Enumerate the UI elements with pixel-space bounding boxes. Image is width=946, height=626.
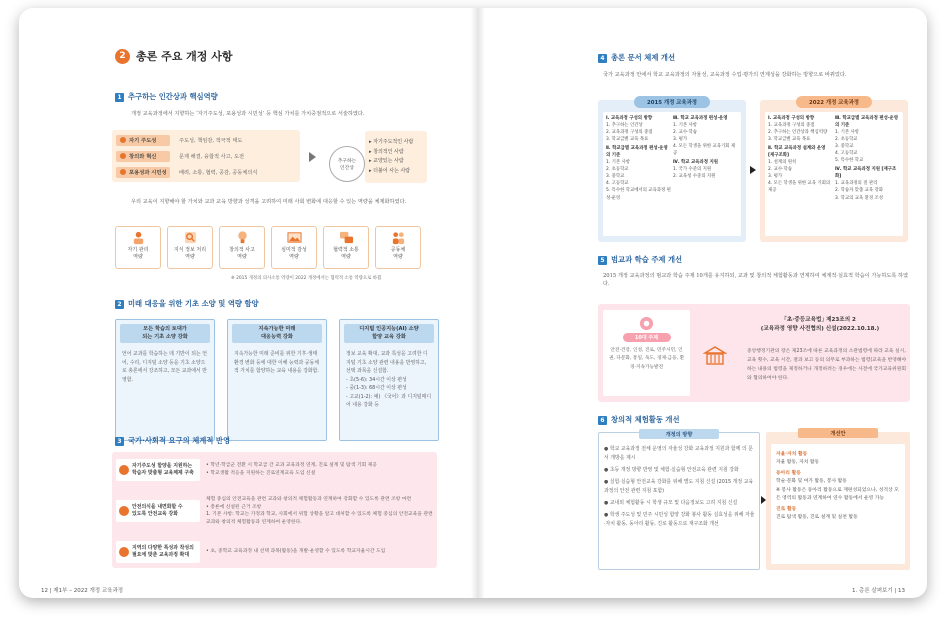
- ideal-item: 교양있는 사람: [373, 158, 404, 164]
- group-icon: [120, 169, 126, 175]
- icon-label-sub: 역량: [341, 254, 351, 260]
- theme-card: [603, 310, 690, 396]
- ideal-item: 더불어 사는 사람: [373, 167, 411, 174]
- improvement-body: 자율 활동, 자치 활동: [776, 460, 820, 466]
- section-5-text: 2015 개정 교육과정의 범교과 학습 주제 10개를 유지하되, 교과 및 창의적 체험활동과 연계하여 체계적·실효적 학습이 가능하도록 하였다.: [603, 273, 909, 288]
- icon-card-self-management: [115, 226, 161, 269]
- list-item: 2. 추구하는 인간상과 핵심역량: [768, 130, 828, 136]
- digital-ai-box: [339, 319, 439, 441]
- list-item: 3. 중학교: [606, 174, 625, 180]
- section-2-number: 2: [115, 300, 124, 309]
- icon-label: 심미적 감성: [281, 247, 307, 253]
- competency-label: 포용성과 시민성: [129, 170, 167, 176]
- direction-box: [598, 432, 760, 570]
- ideal-item: 자기주도적인 사람: [373, 139, 414, 145]
- icon-label: 협력적 소통: [333, 247, 359, 253]
- section-1-number: 1: [115, 93, 124, 102]
- box-head-line2: 대응능력 강화: [261, 333, 293, 340]
- icon-label-sub: 역량: [393, 254, 403, 260]
- social-needs-box: [112, 452, 437, 568]
- icon-label-sub: 역량: [185, 254, 195, 260]
- competency-label: 자기 주도성: [129, 138, 157, 144]
- improvement-title: 자율·자치 활동: [776, 452, 808, 457]
- panel-2022-tag: 2022 개정 교육과정: [796, 96, 872, 108]
- competency-icon-row: [115, 226, 421, 269]
- competency-label: 창의와 혁신: [129, 154, 157, 160]
- ideal-person-box: ▸ 자기주도적인 사람 ▸ 창의적인 사람 ▸ 교양있는 사람 ▸ 더불어 사는 사람: [365, 131, 427, 183]
- row-label-line1: 지역의 다양한 특성과 작성의: [132, 544, 194, 551]
- box-item: - 초(5-6): 34시간 이상 편성: [346, 376, 407, 383]
- group-title: Ⅱ. 학교 교육과정 설계와 운영 [재구조화]: [768, 146, 826, 159]
- row-desc: • 초, 중학교 교육과정 내 선택 과목(활동)을 개발·운영할 수 있도록 학교자율시간 도입: [206, 549, 386, 555]
- row-desc: • 학년·학급군 전환 시 학교급 간 교과 교육과정 연계, 진로 설계 및 탐색 기회 제공 • 학교생활 적응을 지원하는 진로연계교육 도입 신설: [206, 463, 377, 476]
- box-head-line2: 되는 기초 소양 강화: [142, 333, 188, 340]
- direction-tag: 개정의 방향: [639, 429, 719, 439]
- section-3-heading: [115, 436, 230, 446]
- row-label-line2: 있도록 안전교육 강화: [132, 511, 178, 518]
- box-body: 정보 교육 확대, 교과 특성을 고려한 디지털 기초 소양 관련 내용을 반영하고, 선택 과목을 신설함.: [346, 351, 428, 375]
- left-footer: 12 | 제1부 – 2022 개정 교육과정: [41, 588, 124, 594]
- competency-desc: 주도성, 책임감, 적극적 태도: [179, 137, 243, 144]
- section-3-number: 3: [115, 437, 124, 446]
- list-item: 3. 중학교: [835, 144, 854, 150]
- icon-label-sub: 역량: [237, 254, 247, 260]
- list-item: 1. 설계의 원칙: [768, 160, 797, 166]
- lightbulb-icon: [235, 230, 250, 245]
- row-desc: 체험 중심의 안전교육을 관련 교과와 창의적 체험활동과 연계하여 강화할 수 있도록 관련 조항 마련 • 총론에 신설된 근거 조항 1. 기본 사항: 학교는 가정과 학교, 사회에서 위험 상황을 알고 대처할 수 있도록 체험 중심의 안전교육을 관련 교과와 창의적 체험활동과 연계하여 운영한다.: [206, 497, 433, 526]
- list-item: 1. 기본 사항: [606, 160, 630, 166]
- direction-item: ● 교내외 체험활동 시 학생 규모 및 다음정보도 고려 지침 신설: [604, 500, 738, 507]
- section-1-heading: [115, 92, 218, 102]
- law-title: [735, 316, 905, 334]
- list-item: 5. 특수한 학교에서의 교육과정 편성·운영: [606, 188, 671, 201]
- competency-row: [116, 134, 242, 146]
- magnifier-icon: [183, 230, 198, 245]
- section-3-title: 국가·사회적 요구의 체계적 반영: [128, 436, 231, 445]
- book-spine: [471, 8, 485, 598]
- group-title: Ⅲ. 학교 교육과정 편성·운영: [673, 116, 728, 121]
- book-spread: [19, 8, 927, 598]
- list-item: 5. 특수한 학교: [835, 158, 864, 164]
- ideal-item: 창의적인 사람: [373, 148, 404, 155]
- theme-pill: 10대 주제: [623, 333, 671, 342]
- arrow-right-icon: [309, 152, 316, 162]
- list-item: 2. 초등학교: [606, 167, 629, 173]
- picture-icon: [287, 230, 302, 245]
- list-item: 2. 학습자 맞춤 교육 강화: [835, 188, 883, 194]
- list-item: 2. 교수·학습: [673, 130, 697, 136]
- icon-card-community: [375, 226, 421, 269]
- row-label-line2: 필요에 맞춘 교육과정 확대: [132, 552, 190, 558]
- self-management-icon: [131, 230, 146, 245]
- competency-desc: 문제 해결, 융합적 사고, 도전: [179, 153, 245, 160]
- list-item: 3. 평가: [768, 174, 783, 180]
- section-5-number: 5: [598, 256, 607, 265]
- section-2-heading: [115, 299, 259, 309]
- human-label-line2: 인간상: [340, 166, 354, 171]
- box-head-line1: 디지털 인공지능(AI) 소양: [359, 325, 419, 332]
- improvement-box: [766, 432, 910, 570]
- section-6-title: 창의적 체험활동 개선: [611, 415, 680, 424]
- section-1-footnote: ※ 2015 개정의 의사소통 역량이 2022 개정에서는 협력적 소통 역량으로 바뀜: [231, 276, 382, 281]
- competency-row: [116, 150, 244, 162]
- competency-desc: 배려, 소통, 협력, 공감, 공동체의식: [179, 169, 258, 176]
- direction-item: ● 초등 개정 방향 반영 및 체험·실습형 안전교육 관련 지침 강화: [604, 467, 739, 474]
- list-item: 2. 교육청 수준의 지원: [673, 174, 716, 180]
- group-title: Ⅳ. 학교 교육과정 지원 [재구조화]: [835, 167, 897, 180]
- main-heading: [115, 48, 233, 64]
- box-item: - 중(1-3): 68시간 이상 편성: [346, 385, 407, 392]
- student-icon: [119, 465, 129, 475]
- list-item: 1. 기본 사항: [673, 123, 697, 129]
- left-page: [19, 8, 471, 598]
- law-text: 중앙행정기관의 장은 제23조에 따른 교육과정의 소관법령에 따라 교육 실시, 교육 횟수, 교육 시간, 결과 보고 등의 의무로 부과하는 법령(교육을 반영해야 하는 내용의 법령을 제정하거나 개정하려는 경우에는 사전에 국가교육위원회와 협의하여야 한다.: [747, 349, 907, 381]
- improvement-tag: 개선안: [798, 428, 878, 438]
- section-5-heading: [598, 255, 682, 265]
- theme-list: 안전·건강, 인성, 진로, 민주시민, 인권, 다문화, 통일, 독도, 경제·금융, 환경·지속가능발전: [608, 348, 685, 370]
- icon-label-sub: 역량: [289, 254, 299, 260]
- icon-label: 지식 정보 처리: [173, 247, 207, 253]
- section-1-title: 추구하는 인간상과 핵심역량: [128, 92, 218, 101]
- improvement-body: 학술·문화 및 여가 활동, 봉사 활동 ※ 봉사 활동은 동아리 활동으로 재편성되었으나, 성격상 모든 영역의 활동과 연계하여 연수 활동에서 운영 가능: [776, 479, 899, 501]
- list-item: 1. 국가 수준의 지원: [673, 167, 712, 173]
- law-title-line2: (교육과정 영향 사전협의) 신설(2022.10.18.): [760, 325, 880, 332]
- law-title-line1: ｢초·중등교육법｣ 제23조의 2: [784, 317, 856, 323]
- main-heading-number: 2: [115, 49, 130, 64]
- list-item: 4. 고등학교: [606, 181, 629, 187]
- row-label-line1: 자기주도성 함양을 지원하는: [132, 462, 193, 469]
- icon-label: 자기 관리: [127, 247, 149, 253]
- person-icon: [120, 137, 126, 143]
- direction-item: ● 학생 주도성 및 민주 시민성 함양 강화 봉사 활동 실효성을 위해 자율·자치 활동, 동아리 활동, 진로 활동으로 재구조화 개선: [604, 512, 755, 528]
- section-6-heading: [598, 415, 680, 425]
- list-item: 4. 고등학교: [835, 151, 858, 157]
- building-icon: [703, 344, 727, 368]
- chat-icon: [339, 230, 354, 245]
- box-head-line1: 모든 학습의 토대가: [143, 325, 187, 332]
- box-head-line2: 함양 교육 강화: [372, 333, 406, 340]
- group-title: Ⅰ. 교육과정 구성의 방향: [606, 116, 653, 121]
- section-4-text: 국가 교육과정 안에서 학교 교육과정의 자율성, 교육과정 수업·평가의 연계성을 강화하는 방향으로 바꿔었다.: [603, 72, 847, 78]
- section-1-text: 우리 교육이 지향해야 할 가치와 교과 교육 방향과 성격을 고려하여 미래 사회 변화에 대응할 수 있는 역량을 체제화하였다.: [131, 199, 407, 205]
- panel-2015-tag: 2015 개정 교육과정: [634, 96, 710, 108]
- list-item: 3. 학교의 교육 환경 조성: [835, 195, 883, 201]
- box-body: 지속가능한 미래 준비를 위한 기후·생태환경 변화 등에 대한 이해 능력과 공동체적 가치를 함양하는 교육 내용을 강화함.: [234, 351, 319, 375]
- list-item: 1. 추구하는 인간상: [606, 123, 643, 129]
- section-4-title: 총론 문서 체제 개선: [611, 53, 676, 62]
- main-heading-title: 총론 주요 개정 사항: [136, 50, 233, 63]
- competency-box: [112, 130, 300, 182]
- icon-card-knowledge: [167, 226, 213, 269]
- group-title: Ⅳ. 학교 교육과정 지원: [673, 160, 719, 166]
- direction-item: ● 실험·실습형 안전교육 강화를 위해 별도 지침 신설 (2015 개정 교육과정의 안전 관련 지침 포함): [604, 479, 754, 495]
- direction-item: ● 학교 교육과정 전체 운영의 자율성 강화 교육과정 지원과 함께 의 문서 개방을 제시: [604, 446, 753, 462]
- list-item: 4. 모든 학생을 위한 교육 기회의 제공: [768, 181, 831, 194]
- list-item: 2. 교수·학습: [768, 167, 792, 173]
- list-item: 3. 학교급별 교육 목표: [606, 137, 649, 143]
- list-item: 1. 교육과정 구성의 중점: [768, 123, 815, 129]
- competency-row: [116, 166, 257, 178]
- box-head-line1: 지속가능한 미래: [258, 325, 296, 332]
- people-icon: [391, 230, 406, 245]
- group-title: Ⅲ. 학교급별 교육과정 편성·운영의 기준: [835, 116, 898, 129]
- list-item: 3. 학교급별 교육 목표: [768, 137, 811, 143]
- section-6-number: 6: [598, 416, 607, 425]
- icon-label: 공동체: [390, 247, 406, 253]
- safety-icon: [119, 506, 129, 516]
- panel-2015: [598, 100, 746, 242]
- box-body: 언어 교과를 학습하는 데 기반이 되는 언어, 수리, 디지털 소양 등을 기초 소양으로 총론에서 강조하고, 모든 교과에서 반영함.: [122, 351, 207, 383]
- foundation-box: [115, 319, 215, 441]
- region-icon: [119, 547, 129, 557]
- icon-card-aesthetic: [271, 226, 317, 269]
- panel-2022: [760, 100, 908, 242]
- box-item: - 고교(1-2): 예) 《국어》과 디지털매디어 내용 강화 등: [346, 393, 432, 409]
- human-label-line1: 추구하는: [337, 159, 357, 164]
- icon-card-communication: [323, 226, 369, 269]
- improvement-body: 진로 탐색 활동, 진로 설계 및 실천 활동: [776, 514, 858, 520]
- improvement-title: 동아리 활동: [776, 471, 801, 477]
- list-item: 2. 초등학교: [835, 137, 858, 143]
- section-5-title: 범교과 학습 주제 개선: [611, 255, 683, 264]
- row-label-line1: 안전의식을 내면화할 수: [132, 504, 183, 511]
- section-1-intro: 개정 교육과정에서 지향하는 ‘자기주도성, 포용성과 시민성’ 등 핵심 가치를 가치중점적으로 서술하였다.: [131, 111, 365, 117]
- row-label-line2: 학습자 맞춤형 교육체제 구축: [132, 470, 194, 476]
- sustainability-box: [227, 319, 327, 441]
- right-footer: 1. 총론 살펴보기 | 13: [852, 588, 905, 594]
- icon-card-creative: [219, 226, 265, 269]
- group-title: Ⅰ. 교육과정 구성의 방향: [768, 116, 815, 121]
- list-item: 4. 모든 학생을 위한 교육기회 제공: [673, 144, 736, 157]
- pink-row: [116, 459, 434, 481]
- list-item: 2. 교육과정 구성의 중점: [606, 130, 653, 136]
- human-ideal-circle: [329, 146, 365, 182]
- lightbulb-icon: [120, 153, 126, 159]
- arrow-right-icon: [750, 166, 756, 174]
- section-4-heading: [598, 53, 675, 63]
- group-title: Ⅱ. 학교급별 교육과정 편성·운영의 기준: [606, 146, 668, 159]
- icon-label: 창의적 사고: [229, 247, 255, 253]
- pink-row: [116, 496, 434, 527]
- icon-label-sub: 역량: [133, 254, 143, 260]
- improvement-title: 진로 활동: [776, 506, 797, 512]
- right-page: [485, 8, 927, 598]
- pink-row: [116, 541, 434, 563]
- section-2-title: 미래 대응을 위한 기초 소양 및 역량 함양: [128, 299, 259, 308]
- badge-icon: [639, 316, 654, 331]
- list-item: 3. 평가: [673, 137, 688, 143]
- list-item: 1. 기본 사항: [835, 130, 859, 136]
- list-item: 1. 교육과정의 질 관리: [835, 181, 878, 187]
- section-4-number: 4: [598, 54, 607, 63]
